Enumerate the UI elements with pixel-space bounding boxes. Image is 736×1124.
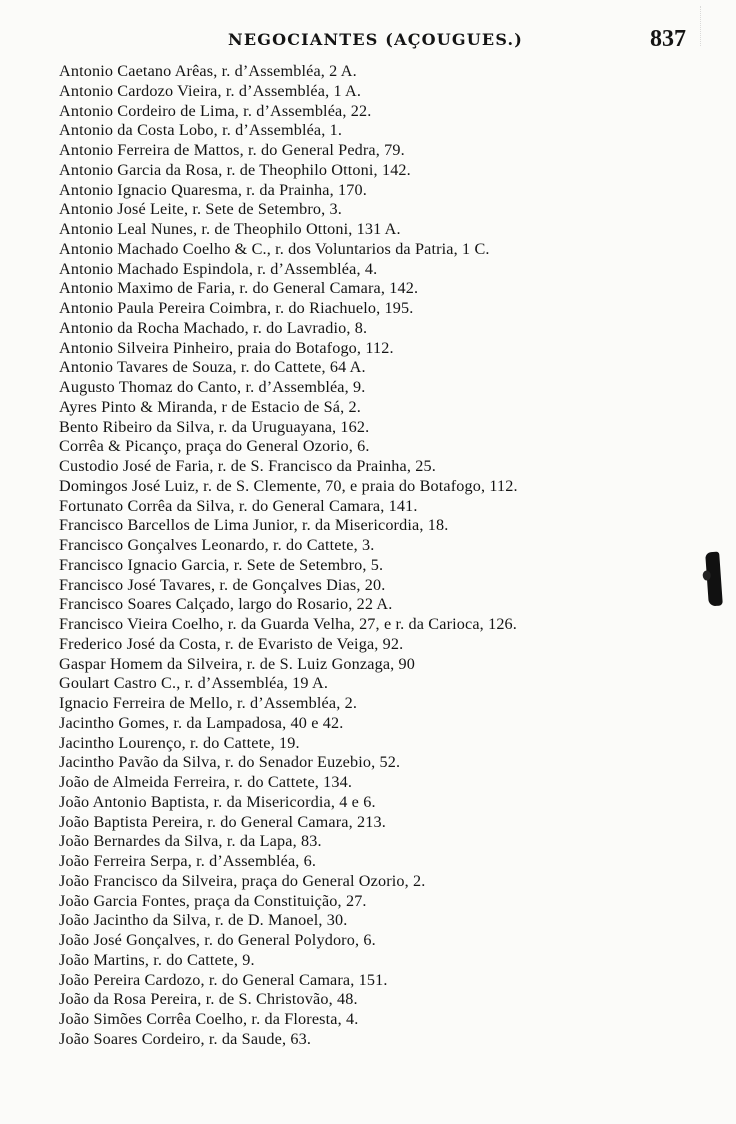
list-item: Jacintho Lourenço, r. do Cattete, 19. (59, 733, 300, 752)
list-item: Antonio Machado Coelho & C., r. dos Voluntarios da Patria, 1 C. (59, 239, 490, 258)
list-item: João Ferreira Serpa, r. d’Assembléa, 6. (59, 852, 317, 870)
list-item: Ignacio Ferreira de Mello, r. d’Assembléa, 2. (59, 694, 358, 712)
merchant-list (59, 62, 729, 1050)
list-item: Domingos José Luiz, r. de S. Clemente, 70, e praia do Botafogo, 112. (59, 476, 518, 495)
list-item: Antonio Garcia da Rosa, r. de Theophilo Ottoni, 142. (59, 160, 411, 179)
list-item: Antonio Cardozo Vieira, r. d’Assembléa, 1 A. (59, 81, 362, 100)
list-item: Francisco Gonçalves Leonardo, r. do Cattete, 3. (59, 536, 375, 554)
list-item: Antonio Ferreira de Mattos, r. do General Pedra, 79. (59, 141, 405, 159)
list-item: Bento Ribeiro da Silva, r. da Uruguayana, 162. (59, 417, 370, 436)
list-item: Ayres Pinto & Miranda, r de Estacio de Sá, 2. (59, 397, 361, 416)
list-item: Augusto Thomaz do Canto, r. d’Assembléa, 9. (59, 378, 366, 396)
list-item: João José Gonçalves, r. do General Polydoro, 6. (59, 931, 376, 949)
list-item: Antonio Leal Nunes, r. de Theophilo Ottoni, 131 A. (59, 220, 401, 238)
list-item: Francisco Barcellos de Lima Junior, r. da Misericordia, 18. (59, 516, 449, 535)
section-title: NEGOCIANTES (AÇOUGUES.) (228, 30, 524, 49)
list-item: Antonio da Rocha Machado, r. do Lavradio, 8. (59, 318, 368, 337)
list-item: Antonio Caetano Arêas, r. d’Assembléa, 2 A. (59, 62, 357, 80)
list-item: Francisco Soares Calçado, largo do Rosario, 22 A. (59, 595, 393, 614)
page-header (0, 26, 736, 54)
list-item: Antonio Tavares de Souza, r. do Cattete, 64 A. (59, 358, 366, 377)
list-item: João Jacintho da Silva, r. de D. Manoel, 30. (59, 911, 348, 930)
page-number: 837 (650, 26, 686, 52)
list-item: Goulart Castro C., r. d’Assembléa, 19 A. (59, 674, 329, 693)
list-item: Francisco Vieira Coelho, r. da Guarda Velha, 27, e r. da Carioca, 126. (59, 615, 517, 633)
list-item: João Baptista Pereira, r. do General Camara, 213. (59, 812, 386, 831)
list-item: Gaspar Homem da Silveira, r. de S. Luiz Gonzaga, 90 (59, 654, 416, 673)
list-item: Antonio Cordeiro de Lima, r. d’Assembléa, 22. (59, 101, 372, 120)
list-item: Antonio Maximo de Faria, r. do General Camara, 142. (59, 279, 419, 298)
list-item: João Pereira Cardozo, r. do General Camara, 151. (59, 970, 388, 989)
list-item: João Bernardes da Silva, r. da Lapa, 83. (59, 832, 322, 851)
list-item: Fortunato Corrêa da Silva, r. do General Camara, 141. (59, 496, 418, 515)
list-item: Jacintho Gomes, r. da Lampadosa, 40 e 42. (59, 713, 344, 732)
list-item: João Garcia Fontes, praça da Constituição, 27. (59, 891, 367, 910)
list-item: Custodio José de Faria, r. de S. Francisco da Prainha, 25. (59, 457, 436, 475)
list-item: Antonio José Leite, r. Sete de Setembro, 3. (59, 200, 342, 219)
list-item: Antonio Machado Espindola, r. d’Assembléa, 4. (59, 259, 378, 278)
list-item: Corrêa & Picanço, praça do General Ozorio, 6. (59, 437, 370, 456)
list-item: João Martins, r. do Cattete, 9. (59, 950, 255, 969)
list-item: Antonio Silveira Pinheiro, praia do Botafogo, 112. (59, 338, 394, 357)
list-item: Antonio Ignacio Quaresma, r. da Prainha, 170. (59, 180, 367, 199)
list-item: João Francisco da Silveira, praça do General Ozorio, 2. (59, 871, 426, 890)
list-item: João da Rosa Pereira, r. de S. Christovão, 48. (59, 990, 358, 1009)
list-item: João Antonio Baptista, r. da Misericordia, 4 e 6. (59, 792, 376, 811)
list-item: Antonio Paula Pereira Coimbra, r. do Riachuelo, 195. (59, 299, 414, 317)
list-item: Francisco Ignacio Garcia, r. Sete de Setembro, 5. (59, 555, 384, 574)
list-item: João Simões Corrêa Coelho, r. da Floresta, 4. (59, 1010, 359, 1028)
list-item: Francisco José Tavares, r. de Gonçalves Dias, 20. (59, 575, 386, 594)
list-item: João de Almeida Ferreira, r. do Cattete, 134. (59, 773, 353, 791)
list-item: Frederico José da Costa, r. de Evaristo de Veiga, 92. (59, 634, 404, 653)
list-item: João Soares Cordeiro, r. da Saude, 63. (59, 1029, 312, 1048)
list-item: Jacintho Pavão da Silva, r. do Senador Euzebio, 52. (59, 753, 401, 772)
list-item: Antonio da Costa Lobo, r. d’Assembléa, 1. (59, 121, 343, 140)
